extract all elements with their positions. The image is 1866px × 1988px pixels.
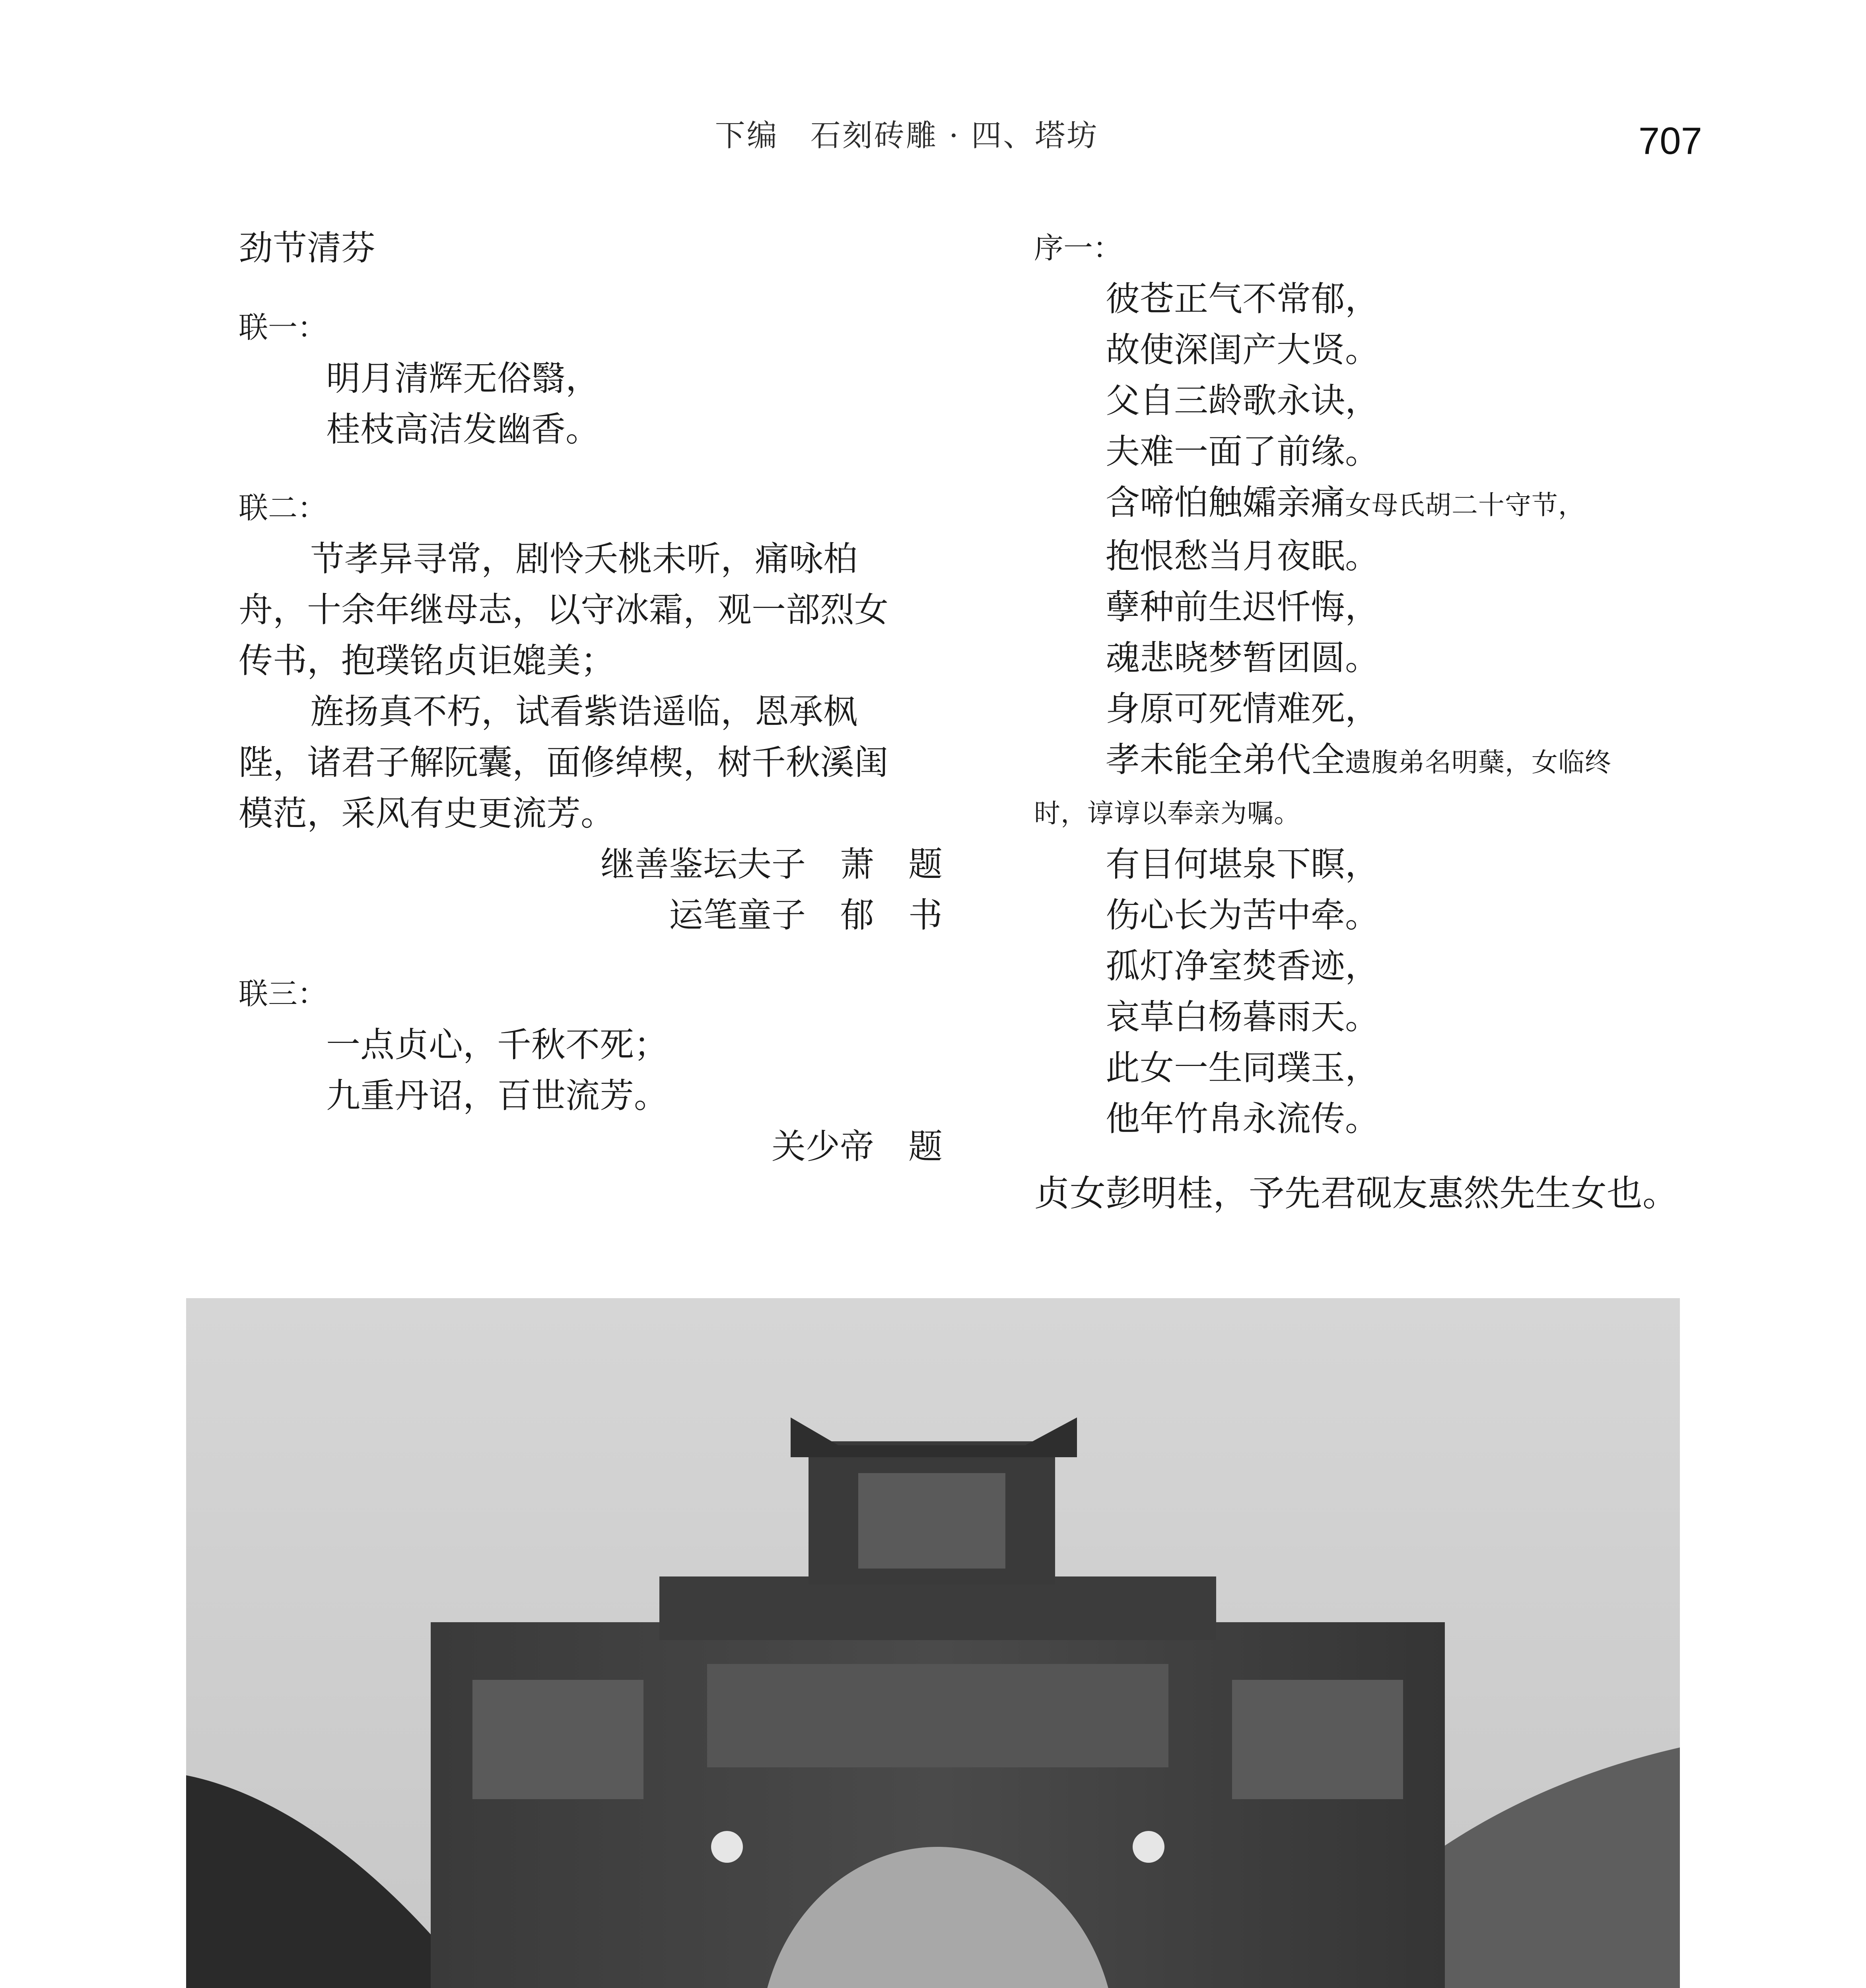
verse-line: 彼苍正气不常郁，: [1106, 279, 1379, 319]
running-header: 下编 石刻砖雕 · 四、塔坊: [715, 118, 1099, 153]
verse-line: 伤心长为苦中牵。: [1106, 895, 1379, 935]
verse-line: 孽种前生迟忏悔，: [1106, 587, 1379, 627]
right-column: [1034, 223, 1710, 1219]
couplet3-signature: 关少帝 题: [772, 1127, 943, 1167]
verse-line: 有目何堪泉下瞑，: [1106, 845, 1379, 884]
verse-note: 遗腹弟名明蘖，女临终: [1345, 747, 1611, 778]
couplet2-line: 节孝异寻常，剧怜夭桃未听，痛咏柏: [310, 539, 857, 579]
couplet2-label: 联二：: [239, 491, 327, 525]
couplet2-line: 传书，抱璞铭贞讵媲美；: [239, 641, 615, 681]
couplet1-lines: [239, 353, 994, 455]
page-number: 707: [1638, 120, 1702, 162]
couplet2-line: 旌扬真不朽，试看紫诰遥临，恩承枫: [310, 692, 857, 732]
verse-line: 此女一生同璞玉，: [1106, 1048, 1379, 1088]
left-column: [239, 223, 994, 1172]
couplet2-signature-2: 运笔童子 郁 书: [669, 895, 943, 935]
couplet2-line: 舟，十余年继母志，以守冰霜，观一部烈女: [239, 590, 888, 630]
verse-line-with-note: [1106, 734, 1710, 788]
preface-label: 序一：: [1034, 231, 1122, 265]
couplet2-signature-1: 继善鉴坛夫子 萧 题: [601, 845, 943, 884]
verse-note: 女母氏胡二十守节，: [1345, 490, 1585, 520]
verse-line: 夫难一面了前缘。: [1106, 432, 1379, 472]
verse-text: 孝未能全弟代全: [1106, 740, 1345, 780]
verse-line: 他年竹帛永流传。: [1106, 1099, 1379, 1139]
inscription-heading: 劲节清芬: [239, 228, 375, 268]
verse-line: 身原可死情难死，: [1106, 689, 1379, 729]
verse-text: 含啼怕触孀亲痛: [1106, 483, 1345, 522]
verse-line: 哀草白杨暮雨天。: [1106, 997, 1379, 1037]
verse-line: 父自三龄歌永诀，: [1106, 381, 1379, 421]
couplet2-line: 陛，诸君子解阮囊，面修绰楔，树千秋溪闺: [239, 743, 888, 782]
couplet2-line: 模范，采风有史更流芳。: [239, 794, 615, 833]
couplet1-label: 联一：: [239, 311, 327, 345]
couplet1-line: 桂枝高洁发幽香。: [326, 410, 600, 449]
couplet3-lines: [239, 1019, 994, 1121]
memorial-archway-photo: [186, 1298, 1680, 1988]
verse-line-with-note: [1106, 477, 1710, 531]
verse-line: 魂悲晓梦暂团圆。: [1106, 638, 1379, 678]
couplet1-line: 明月清辉无俗翳，: [326, 359, 600, 398]
preface-verse: [1034, 274, 1710, 788]
couplet3-line: 九重丹诏，百世流芳。: [326, 1076, 668, 1116]
couplet3-label: 联三：: [239, 977, 327, 1011]
verse-line: 故使深闺产大贤。: [1106, 330, 1379, 370]
couplet2-para2: [239, 686, 994, 839]
closing-sentence: 贞女彭明桂，予先君砚友惠然先生女也。: [1034, 1173, 1678, 1214]
verse-line: 孤灯净室焚香迹，: [1106, 946, 1379, 986]
verse-line: 抱恨愁当月夜眠。: [1106, 536, 1379, 576]
couplet2-para1: [239, 534, 994, 686]
couplet3-line: 一点贞心，千秋不死；: [326, 1025, 668, 1065]
verse-note-continuation: 时，谆谆以奉亲为嘱。: [1034, 798, 1300, 829]
preface-verse-cont: [1034, 839, 1710, 1144]
